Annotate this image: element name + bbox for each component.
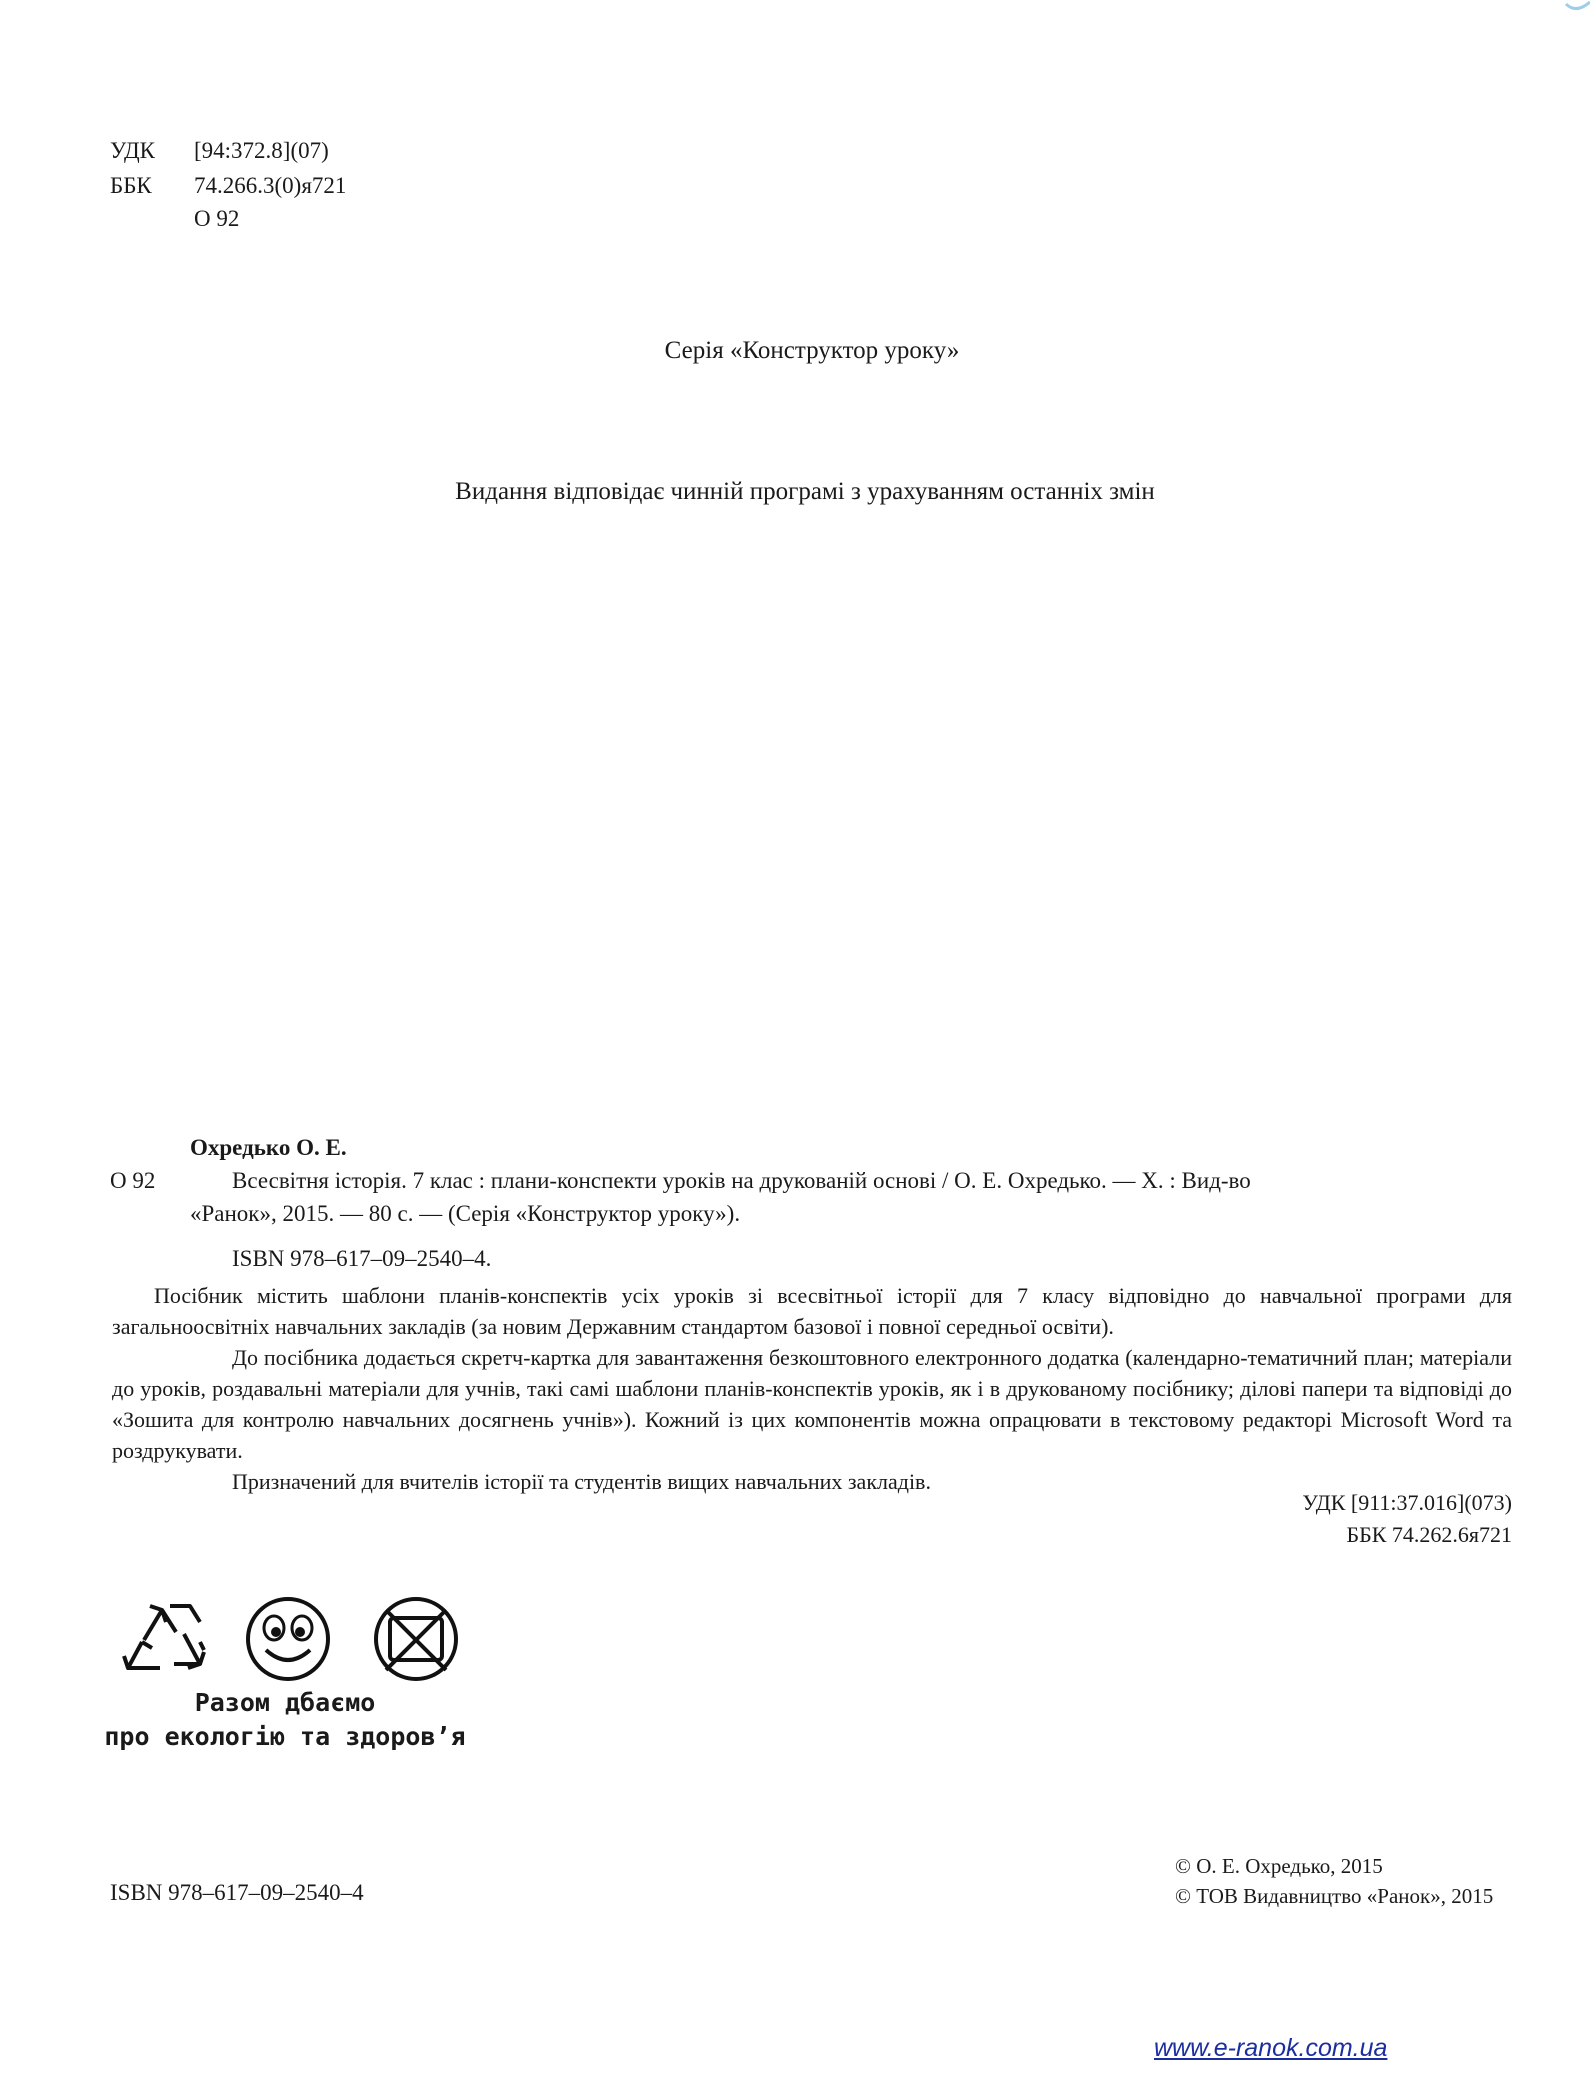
eco-slogan-line-2: про екологію та здоров’я (104, 1722, 466, 1751)
eco-slogan-line-1: Разом дбаємо (194, 1688, 376, 1717)
bbk-value: 74.266.3(0)я721 (194, 173, 347, 198)
classification-bbk: ББК 74.262.6я721 (1346, 1522, 1512, 1547)
header-udk (110, 135, 329, 166)
description-para-2: До посібника додається скретч-картка для завантаження безкоштовного електронного додатка (календарно-тематичний план; матеріали до уроків, роздавальні матеріали для учнів, такі самі шаблони планів-конспектів уроків, як і в друкованому посібнику; ділові папери та відповіді до «Зошита для контролю навчальних досягнень учнів»). Кожний із цих компонентів можна опрацювати в текстовому редакторі Microsoft Word та роздрукувати. (112, 1345, 1512, 1463)
header-bbk (110, 170, 346, 201)
series-line: Серія «Конструктор уроку» (664, 337, 960, 364)
reference-line-2: «Ранок», 2015. — 80 с. — (Серія «Конструктор уроку»). (190, 1201, 741, 1226)
udk-value: [94:372.8](07) (194, 138, 329, 163)
description-para-1: Посібник містить шаблони планів-конспектів усіх уроків зі всесвітньої історії для 7 класу відповідно до навчальної програми для загальноосвітніх навчальних закладів (за новим Державним стандартом базової і повної середньої освіти). (112, 1283, 1512, 1339)
copyright-block (1175, 1851, 1493, 1911)
publisher-website-link[interactable]: www.e-ranok.com.ua (1154, 2034, 1388, 2062)
udk-label: УДК (110, 138, 155, 163)
eco-icons (116, 1592, 466, 1686)
program-note: Видання відповідає чинній програмі з урахуванням останніх змін (455, 478, 1155, 505)
smiley-icon (248, 1599, 328, 1679)
description-para-3: Призначений для вчителів історії та студентів вищих навчальних закладів. (232, 1469, 931, 1494)
author-name: Охредько О. Е. (190, 1135, 347, 1160)
footer-isbn: ISBN 978–617–09–2540–4 (110, 1880, 364, 1905)
recycle-icon (124, 1606, 204, 1668)
bbk-label: ББК (110, 173, 152, 198)
classification-udk: УДК [911:37.016](073) (1302, 1490, 1512, 1515)
corner-mark-icon (1560, 0, 1590, 14)
reference-line-1: Всесвітня історія. 7 клас : плани-конспекти уроків на друкованій основі / О. Е. Охредько. — Х. : Вид-во (232, 1168, 1251, 1193)
eco-slogan (100, 1686, 470, 1754)
no-wash-icon (376, 1599, 456, 1679)
bibliographic-reference (110, 1165, 1510, 1235)
bib-cutter: О 92 (110, 1168, 156, 1193)
copyright-publisher: © ТОВ Видавництво «Ранок», 2015 (1175, 1884, 1494, 1908)
header-cutter: О 92 (194, 206, 240, 231)
description (112, 1280, 1512, 1497)
bib-isbn: ISBN 978–617–09–2540–4. (232, 1246, 492, 1271)
copyright-author: © О. Е. Охредько, 2015 (1175, 1854, 1383, 1878)
